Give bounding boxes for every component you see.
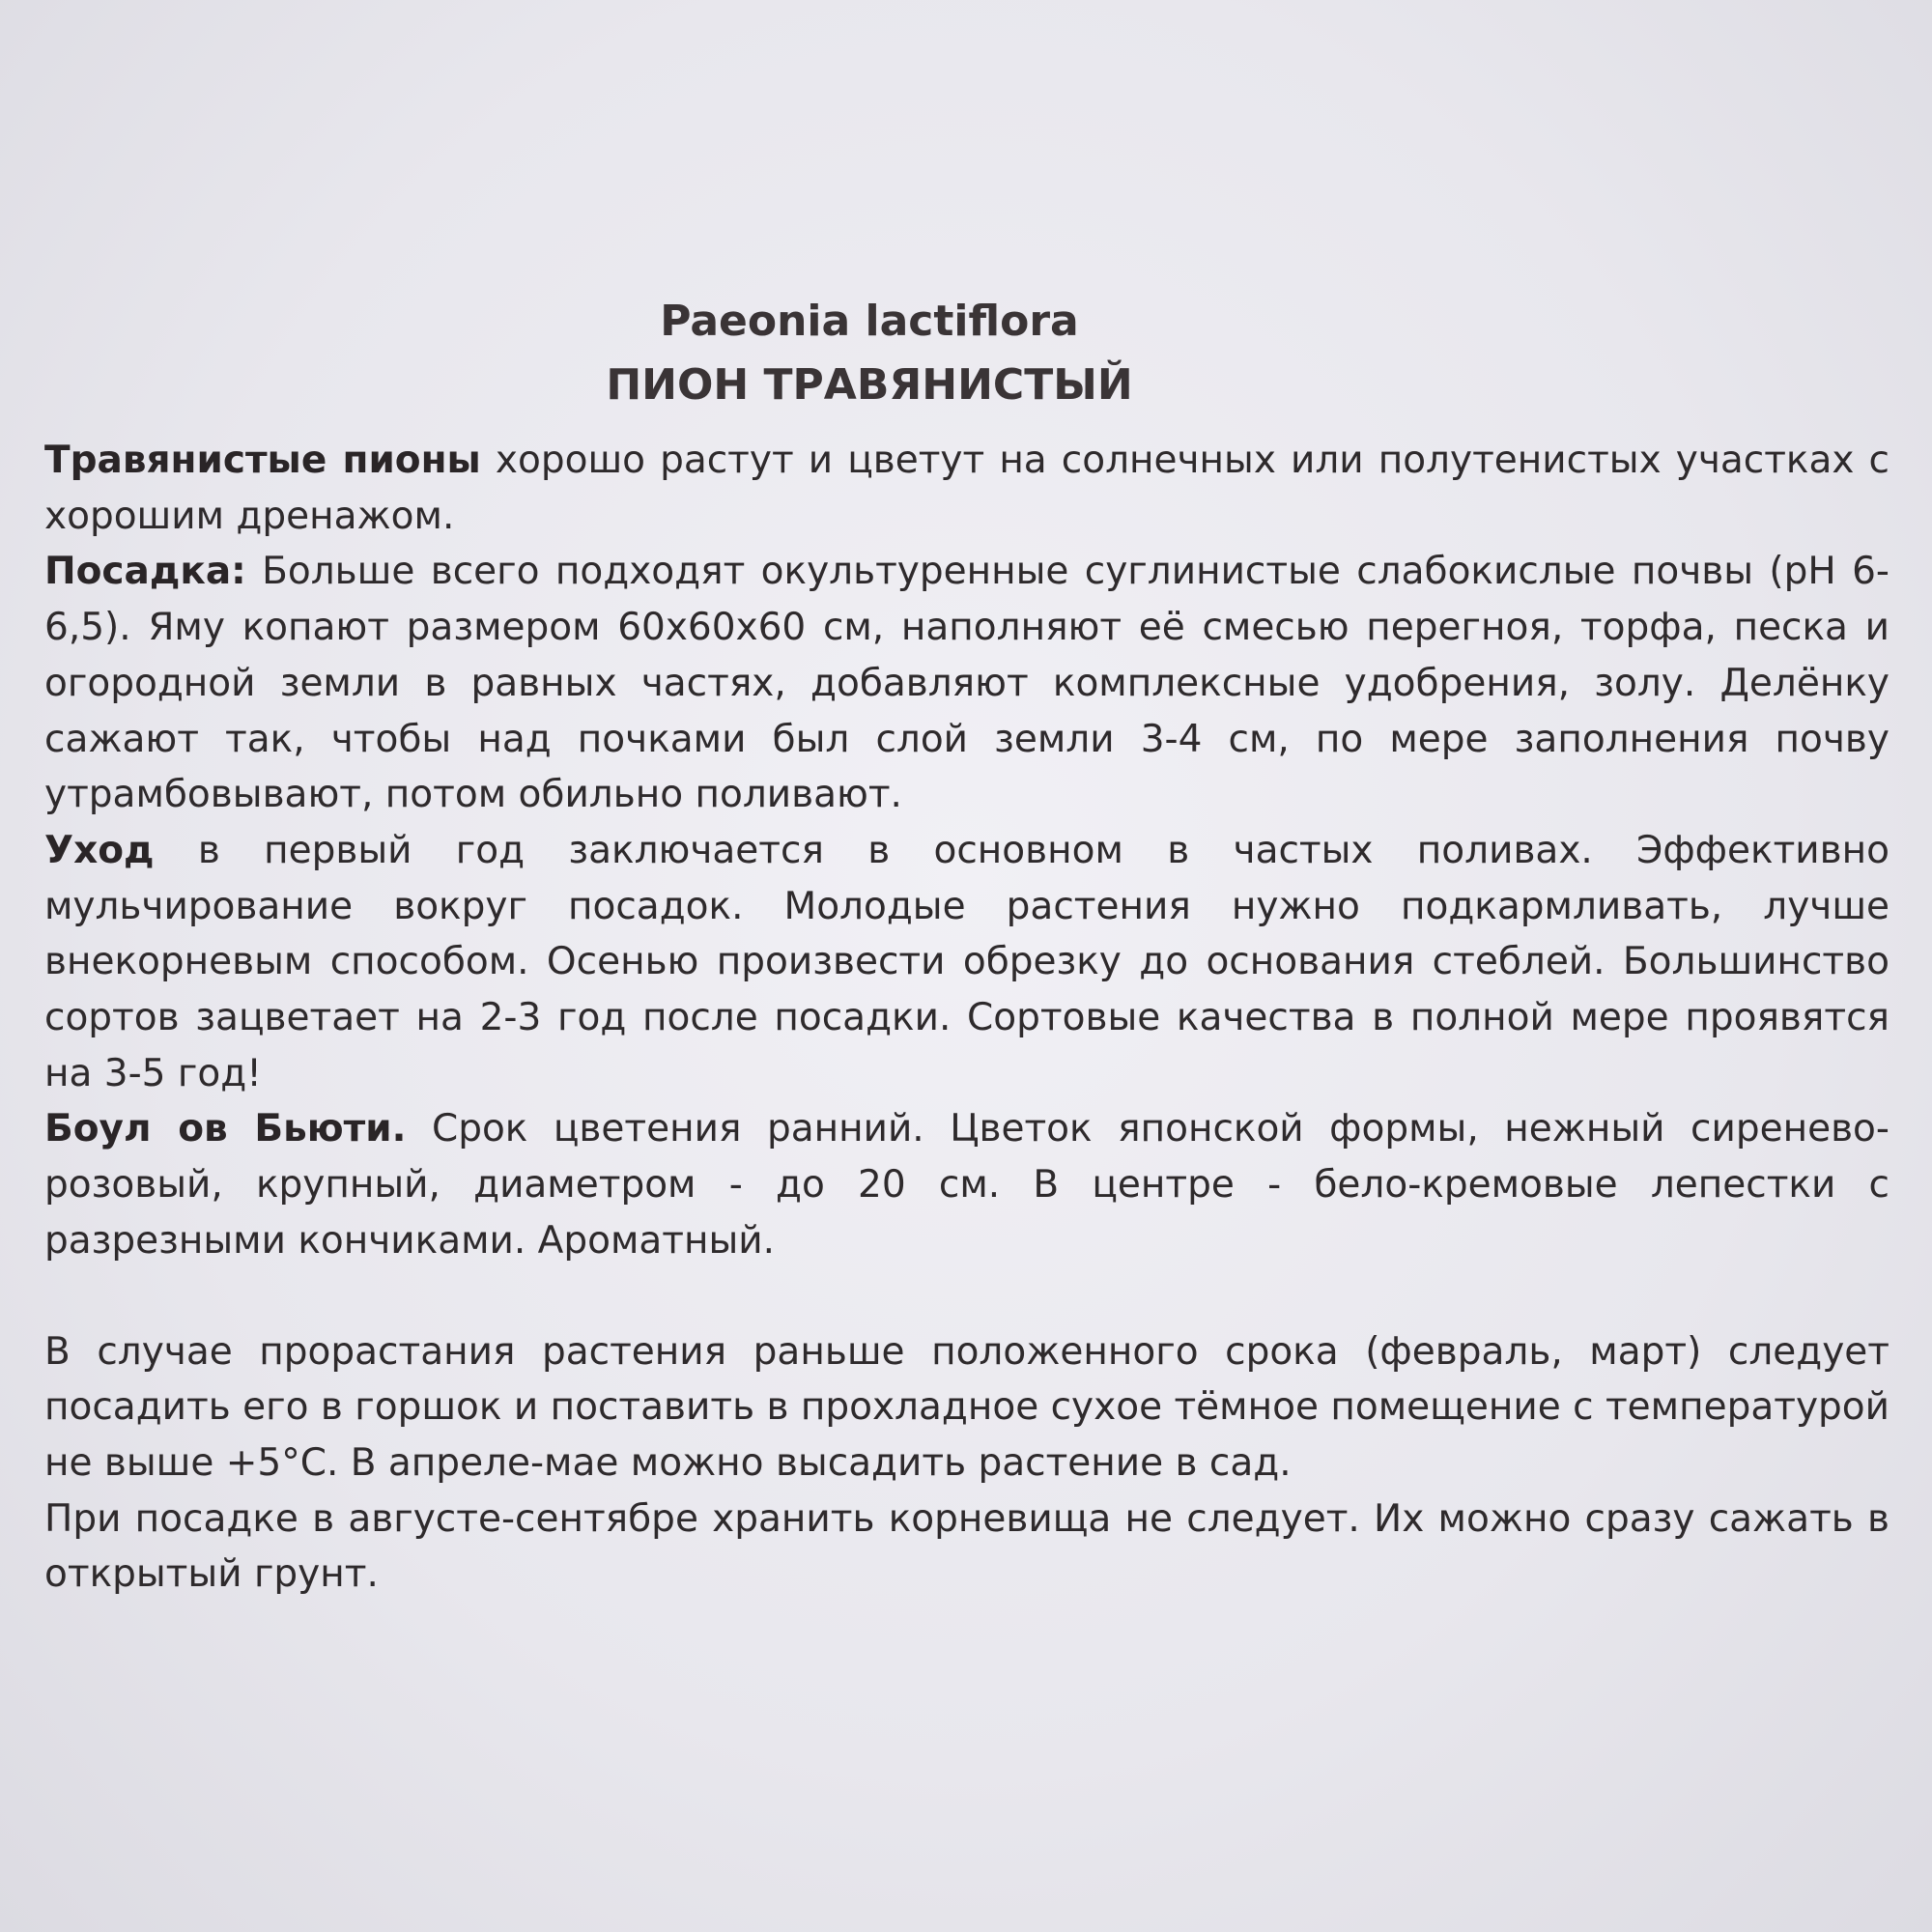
paragraph-text: Срок цветения ранний. Цветок японской формы, нежный сиренево-розовый, крупный, диаметром - до 20 см. В центре - бело-кремовые лепестки с разрезными кончиками. Ароматный. xyxy=(44,1107,1889,1263)
paragraph-intro xyxy=(44,433,1889,544)
paragraph-lead: Посадка: xyxy=(44,550,246,594)
paragraph-lead: Травянистые пионы xyxy=(44,439,481,482)
paragraph-care xyxy=(44,823,1889,1102)
paragraph-lead: Уход xyxy=(44,828,155,872)
note-autumn-planting: При посадке в августе-сентябре хранить корневища не следует. Их можно сразу сажать в открытый грунт. xyxy=(44,1496,1889,1597)
russian-title: ПИОН ТРАВЯНИСТЫЙ xyxy=(606,360,1133,410)
instruction-body xyxy=(44,433,1889,1603)
paragraph-lead: Боул ов Бьюти. xyxy=(44,1107,407,1151)
paragraph-text: хорошо растут и цветут на солнечных или полутенистых участках с хорошим дренажом. xyxy=(44,439,1889,538)
paragraph-text: в первый год заключается в основном в частых поливах. Эффективно мульчирование вокруг посадок. Молодые растения нужно подкармливать, лучше внекорневым способом. Осенью произвести обрезку до основания стеблей. Большинство сортов зацветает на 2-3 год после посадки. Сортовые качества в полной мере проявятся на 3-5 год! xyxy=(44,828,1889,1095)
latin-title: Paeonia lactiflora xyxy=(660,297,1079,346)
paragraph-variety xyxy=(44,1101,1889,1268)
paragraph-planting xyxy=(44,544,1889,823)
paragraph-text: Больше всего подходят окультуренные суглинистые слабокислые почвы (pH 6-6,5). Яму копают размером 60х60х60 см, наполняют её смесью перегноя, торфа, песка и огородной земли в равных частях, добавляют комплексные удобрения, золу. Делёнку сажают так, чтобы над почками был слой земли 3-4 см, по мере заполнения почву утрамбовывают, потом обильно поливают. xyxy=(44,550,1889,817)
title-block xyxy=(0,290,1739,417)
note-early-sprouting: В случае прорастания растения раньше положенного срока (февраль, март) следует посадить его в горшок и поставить в прохладное сухое тёмное помещение с температурой не выше +5°С. В апреле-мае можно высадить растение в сад. xyxy=(44,1329,1889,1485)
paragraph-gap xyxy=(44,1269,1889,1324)
